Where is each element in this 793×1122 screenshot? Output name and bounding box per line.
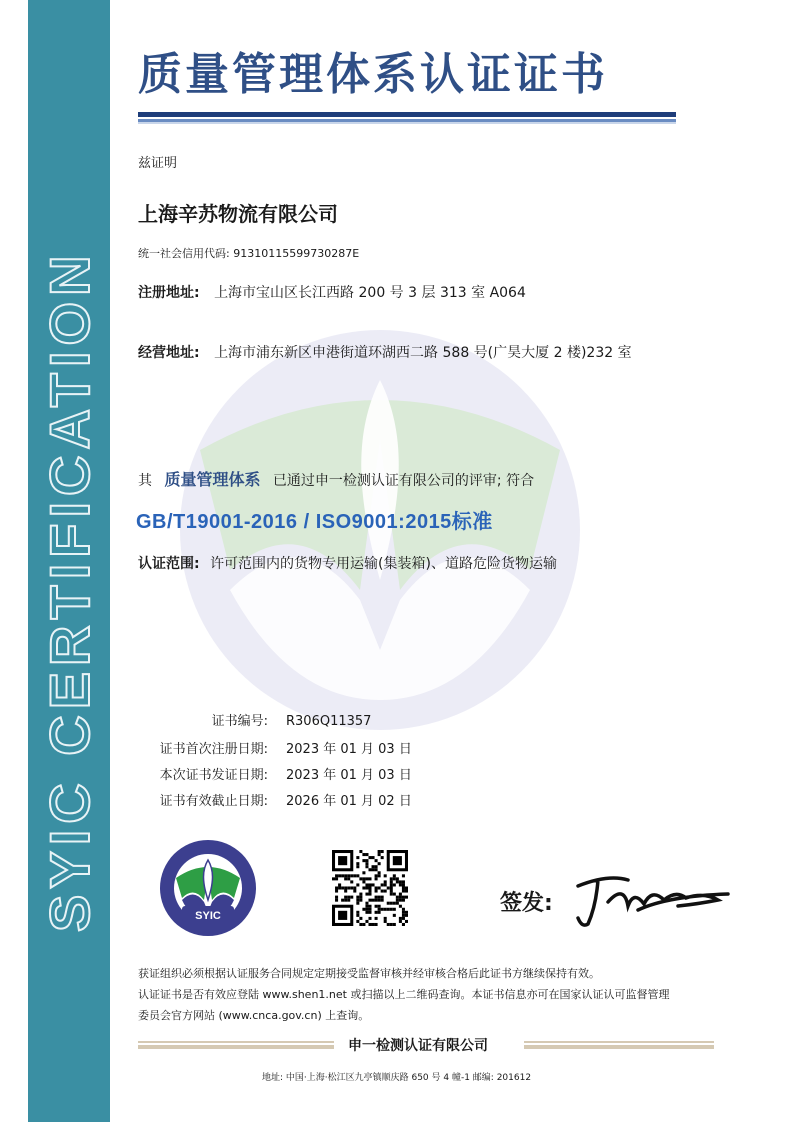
op-address-label: 经营地址: [138,345,200,361]
signature-icon [568,866,738,930]
cert-field-label: 证书首次注册日期: [159,742,268,757]
sign-label: 签发: [500,891,553,916]
note-line-3: 委员会官方网站 (www.cnca.gov.cn) 上查询。 [138,1009,370,1022]
cert-field-label: 本次证书发证日期: [159,768,268,783]
standard-text: GB/T19001-2016 / ISO9001:2015标准 [136,511,493,533]
statement-suffix: 已通过申一检测认证有限公司的评审; 符合 [272,473,535,489]
issuer-address: 地址: 中国·上海·松江区九亭镇顺庆路 650 号 4 幢-1 邮编: 201612 [262,1073,532,1083]
cert-field-value: 2026 年 01 月 02 日 [286,794,412,809]
footer-rule-left [138,1041,334,1049]
scope-value: 许可范围内的货物专用运输(集装箱)、道路危险货物运输 [210,556,557,572]
issue-date-row [138,764,412,783]
credit-code-label: 统一社会信用代码: [138,247,230,260]
company-name: 上海辛苏物流有限公司 [138,202,338,226]
title-underline [138,112,676,124]
scope-row [138,553,557,573]
reg-address-value: 上海市宝山区长江西路 200 号 3 层 313 室 A064 [214,285,526,301]
cert-number-row [138,710,371,729]
credit-code-row [138,245,359,261]
cert-field-label: 证书有效截止日期: [159,794,268,809]
reg-address-label: 注册地址: [138,285,200,301]
sidebar-certification-text: SYIC CERTIFICATION [37,249,101,932]
first-reg-date-row [138,738,412,757]
cert-field-value: 2023 年 01 月 03 日 [286,742,412,757]
scope-label: 认证范围: [138,556,200,572]
intro-text: 兹证明 [138,156,178,171]
footer-rule-right [524,1041,714,1049]
syic-seal-icon [152,838,264,938]
issuer-name: 申一检测认证有限公司 [348,1038,488,1054]
cert-field-value: R306Q11357 [286,714,372,729]
note-line-2: 认证证书是否有效应登陆 www.shen1.net 或扫描以上二维码查询。本证书信息亦可在国家认证认可监督管理 [138,988,670,1001]
statement-row [138,467,534,490]
note-line-1: 获证组织必须根据认证服务合同规定定期接受监督审核并经审核合格后此证书方继续保持有效。 [138,967,600,980]
cert-field-value: 2023 年 01 月 03 日 [286,768,412,783]
statement-system: 质量管理体系 [164,470,261,489]
op-address-row [138,342,632,362]
credit-code-value: 91310115599730287E [233,247,360,260]
statement-prefix: 其 [138,473,152,489]
reg-address-row [138,282,526,302]
op-address-value: 上海市浦东新区申港街道环湖西二路 588 号(广昊大厦 2 楼)232 室 [214,345,632,361]
cert-field-label: 证书编号: [211,714,268,729]
qr-code-icon[interactable] [332,850,408,926]
seal-text: SYIC [195,910,221,922]
certificate-title: 质量管理体系认证证书 [138,49,608,100]
expiry-date-row [138,790,412,809]
